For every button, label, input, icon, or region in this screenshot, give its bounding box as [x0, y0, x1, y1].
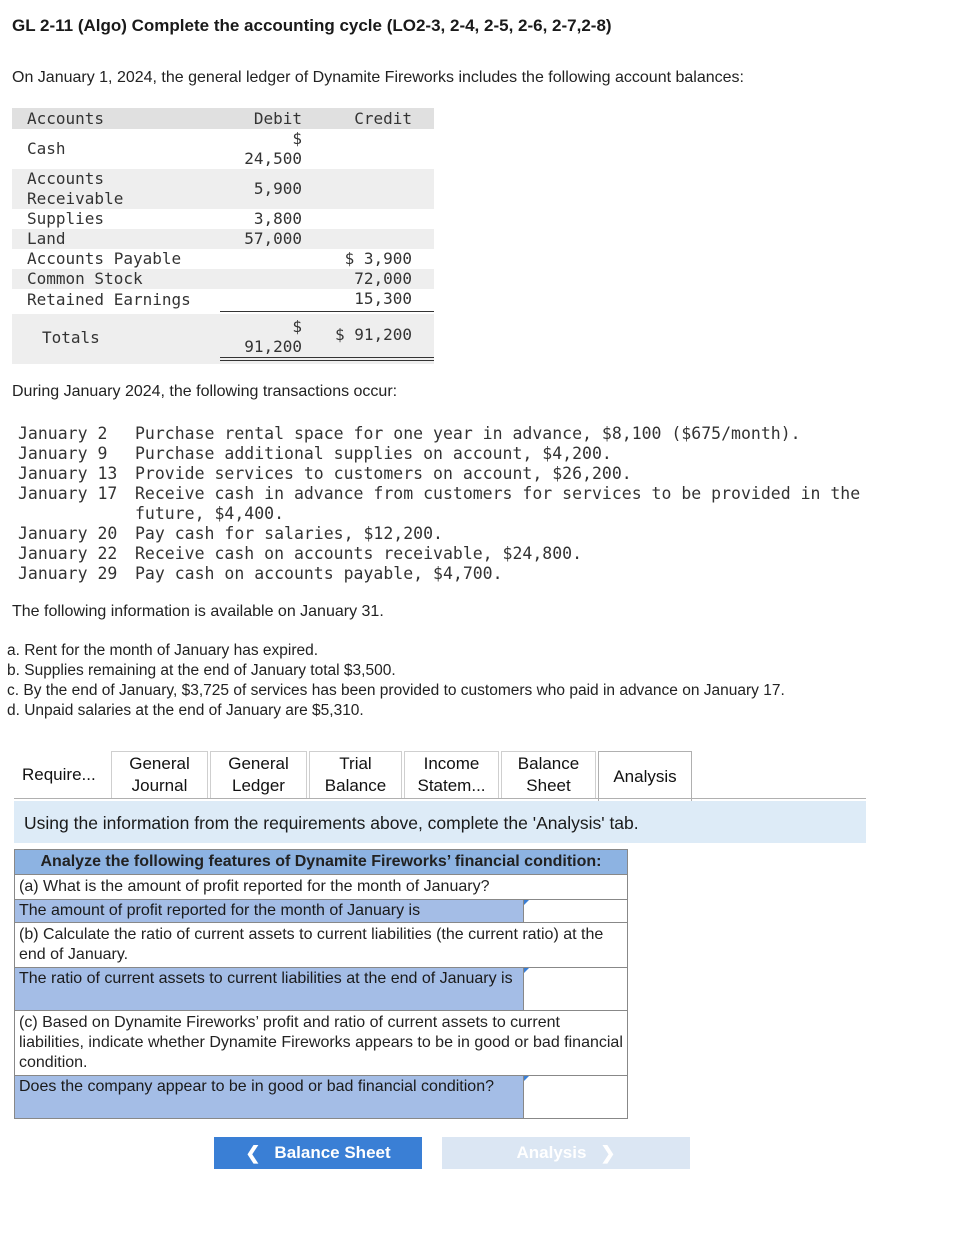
page-title: GL 2-11 (Algo) Complete the accounting cycle (LO2-3, 2-4, 2-5, 2-6, 2-7,2-8): [12, 16, 612, 35]
intro-text: On January 1, 2024, the general ledger of Dynamite Fireworks includes the following account balances:: [12, 69, 744, 86]
answer-label-a: The amount of profit reported for the month of January is: [15, 900, 524, 922]
tab-general-journal[interactable]: General Journal: [111, 751, 208, 799]
adjustments-list: [7, 641, 785, 721]
ledger-row: Common Stock 72,000: [12, 269, 434, 289]
question-a: (a) What is the amount of profit reported for the month of January?: [15, 875, 627, 900]
answer-row-b: [15, 968, 627, 1011]
question-c: (c) Based on Dynamite Fireworks’ profit and ratio of current assets to current liabilities, indicate whether Dynamite Fireworks appears to be in good or bad financial condition.: [15, 1011, 627, 1076]
subtotal-rule: [220, 311, 434, 312]
ledger-totals-row: Totals $ 91,200 $ 91,200: [12, 314, 434, 364]
answer-row-a: [15, 900, 627, 923]
analysis-panel: [14, 849, 628, 1119]
list-item: d. Unpaid salaries at the end of January are $5,310.: [7, 702, 364, 719]
next-button[interactable]: [442, 1137, 690, 1169]
answer-label-c: Does the company appear to be in good or bad financial condition?: [15, 1076, 524, 1118]
ledger-row: Supplies 3,800: [27, 209, 302, 228]
answer-label-b: The ratio of current assets to current liabilities at the end of January is: [15, 968, 524, 1010]
current-ratio-input[interactable]: [524, 968, 627, 1010]
tab-requirements[interactable]: Require...: [14, 751, 111, 799]
profit-input[interactable]: [524, 900, 627, 922]
col-credit: Credit: [354, 109, 412, 128]
tab-underline: [14, 798, 866, 799]
list-item: b. Supplies remaining at the end of January total $3,500.: [7, 662, 396, 679]
col-accounts: Accounts: [27, 109, 105, 128]
total-double-rule: [220, 357, 434, 361]
instruction-bar: Using the information from the requirements above, complete the 'Analysis' tab.: [14, 801, 866, 843]
chevron-left-icon: ❮: [245, 1142, 261, 1163]
ledger-header-row: [12, 108, 434, 129]
list-item: c. By the end of January, $3,725 of services has been provided to customers who paid in advance on January 17.: [7, 682, 785, 699]
analysis-header: Analyze the following features of Dynamite Fireworks’ financial condition:: [15, 850, 627, 875]
question-b: (b) Calculate the ratio of current assets to current liabilities (the current ratio) at the end of January.: [15, 923, 627, 968]
next-button-label: Analysis: [516, 1143, 587, 1162]
tab-income-statement[interactable]: Income Statem...: [404, 751, 499, 799]
ledger-row: Land 57,000: [12, 229, 434, 249]
chevron-right-icon: ❯: [600, 1142, 616, 1163]
ledger-row: Retained Earnings 15,300: [27, 289, 412, 309]
ledger-row: Accounts Receivable 5,900: [12, 169, 434, 209]
tab-balance-sheet[interactable]: Balance Sheet: [501, 751, 596, 799]
tab-trial-balance[interactable]: Trial Balance: [309, 751, 402, 799]
financial-condition-input[interactable]: [524, 1076, 627, 1118]
col-debit: Debit: [253, 109, 302, 128]
prev-button-label: Balance Sheet: [274, 1143, 391, 1162]
tab-analysis[interactable]: Analysis: [598, 751, 692, 801]
available-info-text: The following information is available on January 31.: [12, 603, 384, 620]
tab-general-ledger[interactable]: General Ledger: [210, 751, 307, 799]
ledger-row: Cash $ 24,500: [27, 129, 302, 168]
prev-button[interactable]: [214, 1137, 422, 1169]
transactions-intro: During January 2024, the following transactions occur:: [12, 383, 398, 400]
list-item: a. Rent for the month of January has expired.: [7, 642, 319, 659]
answer-row-c: [15, 1076, 627, 1118]
ledger-row: Accounts Payable $ 3,900: [27, 249, 412, 268]
